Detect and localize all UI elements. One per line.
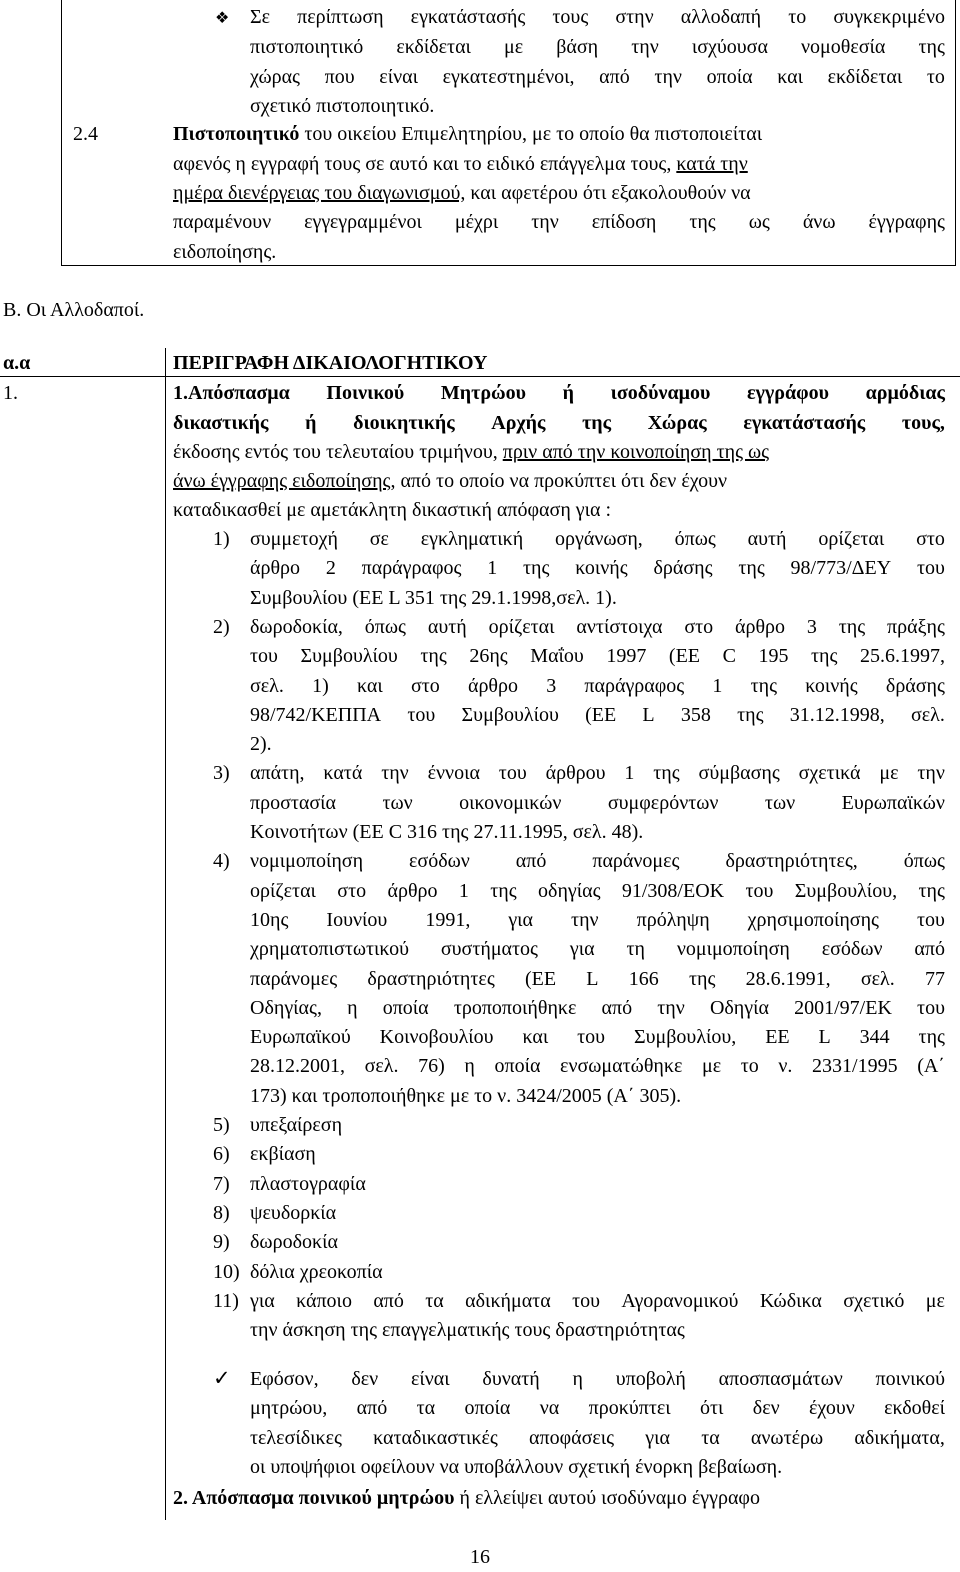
list-item-line: νομιμοποίηση εσόδων από παράνομες δραστηριότητες, όπως: [250, 850, 945, 872]
list-item-line: εκβίαση: [250, 1143, 316, 1165]
list-item-line: πλαστογραφία: [250, 1173, 366, 1195]
list-item-line: συμμετοχή σε εγκληματική οργάνωση, όπως αυτή ορίζεται στο: [250, 528, 945, 550]
item-number: 2.4: [73, 123, 98, 145]
list-item-line: άρθρο 2 παράγραφος 1 της κοινής δράσης της 98/773/ΔΕΥ του: [250, 557, 945, 579]
list-item-line: παράνομες δραστηριότητες (ΕΕ L 166 της 28.6.1991, σελ. 77: [250, 968, 945, 990]
item-line-4: παραμένουν εγγεγραμμένοι μέχρι την επίδοση της ως άνω έγγραφης: [173, 211, 945, 233]
row-index: 1.: [3, 382, 18, 404]
list-item-number: 2): [213, 616, 230, 638]
list-item-line: 10ης Ιουνίου 1991, για την πρόληψη χρησιμοποίησης του: [250, 909, 945, 931]
list-item-line: Κοινοτήτων (ΕΕ C 316 της 27.11.1995, σελ. 48).: [250, 821, 644, 843]
item-line-3: ημέρα διενέργειας του διαγωνισμού, και αφετέρου ότι εξακολουθούν να: [173, 182, 751, 204]
list-item-number: 8): [213, 1202, 230, 1224]
list-item-line: απάτη, κατά την έννοια του άρθρου 1 της σύμβασης σχετικά με την: [250, 762, 945, 784]
list-item-line: Συμβουλίου (ΕΕ L 351 της 29.1.1998,σελ. 1).: [250, 587, 617, 609]
list-item-number: 6): [213, 1143, 230, 1165]
top-cell-right-border: [955, 0, 956, 266]
list-item-line: δωροδοκία: [250, 1231, 338, 1253]
header-divider: [0, 376, 960, 377]
row-title-line-2: δικαστικής ή διοικητικής Αρχής της Χώρας εγκατάστασής τους,: [173, 412, 945, 434]
header-col-description: ΠΕΡΙΓΡΑΦΗ ΔΙΚΑΙΟΛΟΓΗΤΙΚΟΥ: [173, 352, 488, 374]
item-2-line: 2. Απόσπασμα ποινικού μητρώου ή ελλείψει αυτού ισοδύναμο έγγραφο: [173, 1487, 760, 1509]
item-line-1: Πιστοποιητικό του οικείου Επιμελητηρίου, με το οποίο θα πιστοποιείται: [173, 123, 763, 145]
list-item-line: ορίζεται στο άρθρο 1 της οδηγίας 91/308/ΕΟΚ του Συμβουλίου, της: [250, 880, 945, 902]
row-body-line-2: άνω έγγραφης ειδοποίησης, από το οποίο να προκύπτει ότι δεν έχουν: [173, 470, 728, 492]
item-line-5: ειδοποίησης.: [173, 241, 277, 263]
item-line-2: αφενός η εγγραφή τους σε αυτό και το ειδικό επάγγελμα τους, κατά την: [173, 153, 748, 175]
list-item-line: 2).: [250, 733, 272, 755]
list-item-line: 173) και τροποποιήθηκε με το ν. 3424/2005 (Α΄ 305).: [250, 1085, 682, 1107]
list-item-number: 7): [213, 1173, 230, 1195]
bullet-icon: ❖: [215, 8, 230, 27]
list-item-line: δόλια χρεοκοπία: [250, 1261, 383, 1283]
list-item-line: Οδηγίας, η οποία τροποποιήθηκε από την Οδηγία 2001/97/ΕΚ του: [250, 997, 945, 1019]
list-item-number: 3): [213, 762, 230, 784]
bullet-line-3: χώρας που είναι εγκατεστημένοι, από την οποία και εκδίδεται το: [250, 66, 945, 88]
column-divider: [165, 348, 166, 1520]
page-number: 16: [470, 1546, 490, 1568]
list-item-line: υπεξαίρεση: [250, 1114, 343, 1136]
top-cell-bottom-border: [61, 265, 956, 266]
check-note-line: οι υποψήφιοι οφείλουν να υποβάλλουν σχετική ένορκη βεβαίωση.: [250, 1456, 783, 1478]
list-item-line: προστασία των οικονομικών συμφερόντων των Ευρωπαϊκών: [250, 792, 945, 814]
check-note-line: Εφόσον, δεν είναι δυνατή η υποβολή αποσπασμάτων ποινικού: [250, 1368, 945, 1390]
list-item-line: δωροδοκία, όπως αυτή ορίζεται αντίστοιχα στο άρθρο 3 της πράξης: [250, 616, 945, 638]
list-item-line: σελ. 1) και στο άρθρο 3 παράγραφος 1 της κοινής δράσης: [250, 675, 945, 697]
check-note-line: μητρώου, από τα οποία να προκύπτει ότι δεν έχουν εκδοθεί: [250, 1397, 945, 1419]
top-cell-left-border: [61, 0, 62, 266]
list-item-line: χρηματοπιστωτικού συστήματος για τη νομιμοποίηση εσόδων από: [250, 938, 945, 960]
list-item-line: για κάποιο από τα αδικήματα του Αγορανομικού Κώδικα σχετικό με: [250, 1290, 945, 1312]
bullet-line-2: πιστοποιητικό εκδίδεται με βάση την ισχύουσα νομοθεσία της: [250, 36, 945, 58]
list-item-line: του Συμβουλίου της 26ης Μαΐου 1997 (ΕΕ C 195 της 25.6.1997,: [250, 645, 945, 667]
list-item-number: 11): [213, 1290, 239, 1312]
list-item-line: 98/742/ΚΕΠΠΑ του Συμβουλίου (ΕΕ L 358 της 31.12.1998, σελ.: [250, 704, 945, 726]
list-item-number: 9): [213, 1231, 230, 1253]
bullet-line-4: σχετικό πιστοποιητικό.: [250, 95, 435, 117]
bullet-line-1: Σε περίπτωση εγκατάστασής τους στην αλλοδαπή το συγκεκριμένο: [250, 6, 945, 28]
row-title-line-1: 1.Απόσπασμα Ποινικού Μητρώου ή ισοδύναμου εγγράφου αρμόδιας: [173, 382, 945, 404]
list-item-number: 1): [213, 528, 230, 550]
row-body-line-1: έκδοσης εντός του τελευταίου τριμήνου, πριν από την κοινοποίηση της ως: [173, 441, 770, 463]
item-bold-title: Πιστοποιητικό: [173, 123, 300, 145]
header-col-index: α.α: [3, 352, 31, 374]
list-item-line: την άσκηση της επαγγελματικής τους δραστηριότητας: [250, 1319, 685, 1341]
list-item-line: ψευδορκία: [250, 1202, 337, 1224]
list-item-line: 28.12.2001, σελ. 76) η οποία ενσωματώθηκε με το ν. 2331/1995 (Α΄: [250, 1055, 945, 1077]
list-item-number: 4): [213, 850, 230, 872]
list-item-number: 10): [213, 1261, 240, 1283]
list-item-number: 5): [213, 1114, 230, 1136]
check-icon: ✓: [213, 1366, 231, 1390]
check-note-line: τελεσίδικες καταδικαστικές αποφάσεις για τα ανωτέρω αδικήματα,: [250, 1427, 945, 1449]
list-item-line: Ευρωπαϊκού Κοινοβουλίου και του Συμβουλίου, ΕΕ L 344 της: [250, 1026, 945, 1048]
row-body-line-3: καταδικασθεί με αμετάκλητη δικαστική απόφαση για :: [173, 499, 612, 521]
section-heading: Β. Οι Αλλοδαποί.: [3, 299, 145, 321]
item-2-bold-title: Απόσπασμα ποινικού μητρώου: [191, 1487, 455, 1509]
